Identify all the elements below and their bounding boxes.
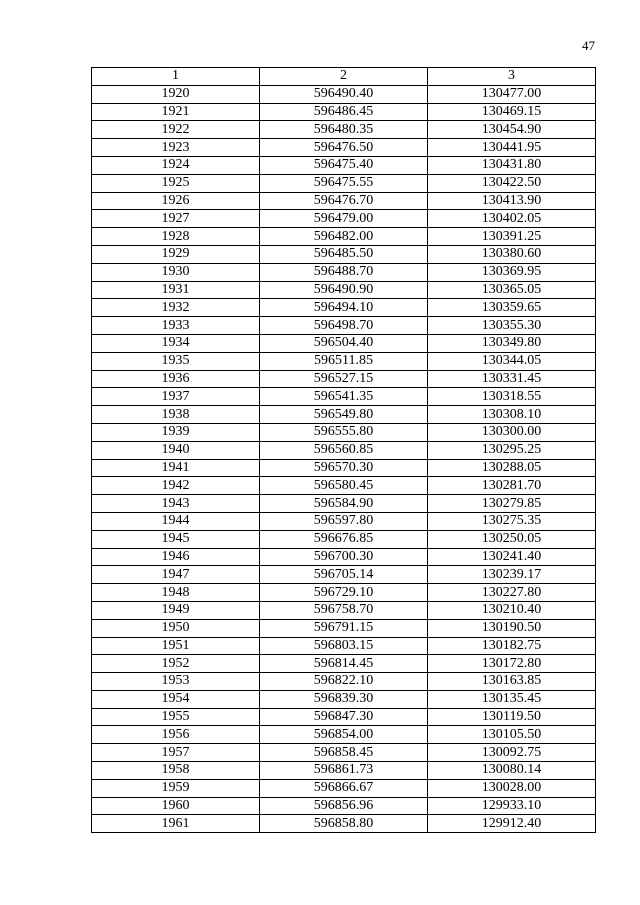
cell-y-coordinate: 130288.05 bbox=[428, 459, 596, 477]
cell-y-coordinate: 130441.95 bbox=[428, 139, 596, 157]
table-row bbox=[92, 690, 596, 708]
cell-point-number: 1936 bbox=[92, 370, 260, 388]
cell-y-coordinate: 130454.90 bbox=[428, 121, 596, 139]
table-row bbox=[92, 263, 596, 281]
cell-y-coordinate: 130300.00 bbox=[428, 423, 596, 441]
cell-x-coordinate: 596479.00 bbox=[260, 210, 428, 228]
cell-x-coordinate: 596490.90 bbox=[260, 281, 428, 299]
cell-x-coordinate: 596758.70 bbox=[260, 601, 428, 619]
cell-y-coordinate: 130119.50 bbox=[428, 708, 596, 726]
cell-point-number: 1947 bbox=[92, 566, 260, 584]
cell-y-coordinate: 130359.65 bbox=[428, 299, 596, 317]
table-row bbox=[92, 352, 596, 370]
table-row bbox=[92, 708, 596, 726]
cell-point-number: 1940 bbox=[92, 441, 260, 459]
cell-point-number: 1956 bbox=[92, 726, 260, 744]
cell-x-coordinate: 596555.80 bbox=[260, 423, 428, 441]
cell-x-coordinate: 596847.30 bbox=[260, 708, 428, 726]
cell-x-coordinate: 596700.30 bbox=[260, 548, 428, 566]
cell-y-coordinate: 130080.14 bbox=[428, 762, 596, 780]
table-row bbox=[92, 815, 596, 833]
cell-point-number: 1924 bbox=[92, 156, 260, 174]
table-row bbox=[92, 245, 596, 263]
cell-y-coordinate: 130331.45 bbox=[428, 370, 596, 388]
cell-y-coordinate: 129912.40 bbox=[428, 815, 596, 833]
cell-x-coordinate: 596861.73 bbox=[260, 762, 428, 780]
cell-point-number: 1921 bbox=[92, 103, 260, 121]
table-row bbox=[92, 726, 596, 744]
cell-y-coordinate: 130279.85 bbox=[428, 495, 596, 513]
table-row bbox=[92, 299, 596, 317]
table-body bbox=[92, 85, 596, 832]
cell-point-number: 1931 bbox=[92, 281, 260, 299]
cell-point-number: 1957 bbox=[92, 744, 260, 762]
cell-y-coordinate: 130469.15 bbox=[428, 103, 596, 121]
cell-point-number: 1932 bbox=[92, 299, 260, 317]
cell-point-number: 1922 bbox=[92, 121, 260, 139]
cell-point-number: 1939 bbox=[92, 423, 260, 441]
cell-y-coordinate: 130028.00 bbox=[428, 779, 596, 797]
table-row bbox=[92, 673, 596, 691]
cell-point-number: 1941 bbox=[92, 459, 260, 477]
cell-x-coordinate: 596560.85 bbox=[260, 441, 428, 459]
cell-x-coordinate: 596705.14 bbox=[260, 566, 428, 584]
table-row bbox=[92, 495, 596, 513]
table-row bbox=[92, 192, 596, 210]
cell-x-coordinate: 596580.45 bbox=[260, 477, 428, 495]
table-header-row bbox=[92, 68, 596, 86]
cell-x-coordinate: 596814.45 bbox=[260, 655, 428, 673]
cell-point-number: 1948 bbox=[92, 584, 260, 602]
table-row bbox=[92, 441, 596, 459]
table-row bbox=[92, 156, 596, 174]
cell-y-coordinate: 130477.00 bbox=[428, 85, 596, 103]
cell-x-coordinate: 596854.00 bbox=[260, 726, 428, 744]
table-row bbox=[92, 762, 596, 780]
cell-y-coordinate: 130210.40 bbox=[428, 601, 596, 619]
cell-point-number: 1946 bbox=[92, 548, 260, 566]
cell-y-coordinate: 130281.70 bbox=[428, 477, 596, 495]
cell-x-coordinate: 596803.15 bbox=[260, 637, 428, 655]
table-row bbox=[92, 228, 596, 246]
cell-x-coordinate: 596822.10 bbox=[260, 673, 428, 691]
table-row bbox=[92, 779, 596, 797]
cell-x-coordinate: 596791.15 bbox=[260, 619, 428, 637]
table-row bbox=[92, 797, 596, 815]
cell-x-coordinate: 596475.55 bbox=[260, 174, 428, 192]
cell-point-number: 1926 bbox=[92, 192, 260, 210]
cell-y-coordinate: 130355.30 bbox=[428, 317, 596, 335]
cell-x-coordinate: 596490.40 bbox=[260, 85, 428, 103]
cell-point-number: 1923 bbox=[92, 139, 260, 157]
cell-y-coordinate: 130172.80 bbox=[428, 655, 596, 673]
cell-point-number: 1951 bbox=[92, 637, 260, 655]
cell-x-coordinate: 596858.80 bbox=[260, 815, 428, 833]
cell-x-coordinate: 596476.70 bbox=[260, 192, 428, 210]
cell-x-coordinate: 596866.67 bbox=[260, 779, 428, 797]
table-row bbox=[92, 388, 596, 406]
cell-y-coordinate: 130295.25 bbox=[428, 441, 596, 459]
table-row bbox=[92, 744, 596, 762]
cell-point-number: 1959 bbox=[92, 779, 260, 797]
table-row bbox=[92, 548, 596, 566]
cell-y-coordinate: 130308.10 bbox=[428, 406, 596, 424]
cell-x-coordinate: 596856.96 bbox=[260, 797, 428, 815]
table-row bbox=[92, 406, 596, 424]
cell-y-coordinate: 130190.50 bbox=[428, 619, 596, 637]
cell-point-number: 1937 bbox=[92, 388, 260, 406]
column-header-y: 3 bbox=[428, 68, 596, 86]
table-row bbox=[92, 619, 596, 637]
table-row bbox=[92, 477, 596, 495]
table-row bbox=[92, 85, 596, 103]
cell-y-coordinate: 130227.80 bbox=[428, 584, 596, 602]
table-row bbox=[92, 584, 596, 602]
cell-point-number: 1952 bbox=[92, 655, 260, 673]
table-row bbox=[92, 512, 596, 530]
cell-point-number: 1949 bbox=[92, 601, 260, 619]
cell-y-coordinate: 130431.80 bbox=[428, 156, 596, 174]
coordinates-table bbox=[91, 67, 596, 833]
cell-y-coordinate: 129933.10 bbox=[428, 797, 596, 815]
cell-x-coordinate: 596527.15 bbox=[260, 370, 428, 388]
cell-point-number: 1942 bbox=[92, 477, 260, 495]
cell-point-number: 1955 bbox=[92, 708, 260, 726]
cell-y-coordinate: 130250.05 bbox=[428, 530, 596, 548]
cell-y-coordinate: 130402.05 bbox=[428, 210, 596, 228]
cell-x-coordinate: 596858.45 bbox=[260, 744, 428, 762]
table-row bbox=[92, 637, 596, 655]
cell-y-coordinate: 130135.45 bbox=[428, 690, 596, 708]
table-row bbox=[92, 210, 596, 228]
cell-point-number: 1943 bbox=[92, 495, 260, 513]
table-row bbox=[92, 370, 596, 388]
cell-x-coordinate: 596676.85 bbox=[260, 530, 428, 548]
cell-y-coordinate: 130105.50 bbox=[428, 726, 596, 744]
cell-x-coordinate: 596597.80 bbox=[260, 512, 428, 530]
cell-x-coordinate: 596549.80 bbox=[260, 406, 428, 424]
cell-x-coordinate: 596498.70 bbox=[260, 317, 428, 335]
cell-x-coordinate: 596475.40 bbox=[260, 156, 428, 174]
cell-y-coordinate: 130344.05 bbox=[428, 352, 596, 370]
cell-y-coordinate: 130391.25 bbox=[428, 228, 596, 246]
cell-point-number: 1925 bbox=[92, 174, 260, 192]
cell-y-coordinate: 130380.60 bbox=[428, 245, 596, 263]
cell-point-number: 1960 bbox=[92, 797, 260, 815]
cell-x-coordinate: 596584.90 bbox=[260, 495, 428, 513]
cell-y-coordinate: 130163.85 bbox=[428, 673, 596, 691]
table-row bbox=[92, 423, 596, 441]
table-row bbox=[92, 121, 596, 139]
cell-point-number: 1933 bbox=[92, 317, 260, 335]
cell-x-coordinate: 596476.50 bbox=[260, 139, 428, 157]
cell-y-coordinate: 130092.75 bbox=[428, 744, 596, 762]
cell-point-number: 1927 bbox=[92, 210, 260, 228]
cell-x-coordinate: 596482.00 bbox=[260, 228, 428, 246]
cell-point-number: 1929 bbox=[92, 245, 260, 263]
cell-point-number: 1954 bbox=[92, 690, 260, 708]
cell-point-number: 1930 bbox=[92, 263, 260, 281]
cell-point-number: 1934 bbox=[92, 334, 260, 352]
cell-point-number: 1961 bbox=[92, 815, 260, 833]
cell-y-coordinate: 130241.40 bbox=[428, 548, 596, 566]
cell-y-coordinate: 130318.55 bbox=[428, 388, 596, 406]
cell-point-number: 1920 bbox=[92, 85, 260, 103]
cell-point-number: 1944 bbox=[92, 512, 260, 530]
table-row bbox=[92, 655, 596, 673]
cell-x-coordinate: 596570.30 bbox=[260, 459, 428, 477]
cell-point-number: 1938 bbox=[92, 406, 260, 424]
table-row bbox=[92, 281, 596, 299]
cell-x-coordinate: 596504.40 bbox=[260, 334, 428, 352]
column-header-x: 2 bbox=[260, 68, 428, 86]
cell-x-coordinate: 596511.85 bbox=[260, 352, 428, 370]
cell-y-coordinate: 130422.50 bbox=[428, 174, 596, 192]
table-row bbox=[92, 459, 596, 477]
cell-y-coordinate: 130413.90 bbox=[428, 192, 596, 210]
table-row bbox=[92, 566, 596, 584]
cell-point-number: 1958 bbox=[92, 762, 260, 780]
cell-x-coordinate: 596486.45 bbox=[260, 103, 428, 121]
cell-x-coordinate: 596480.35 bbox=[260, 121, 428, 139]
cell-x-coordinate: 596488.70 bbox=[260, 263, 428, 281]
cell-point-number: 1935 bbox=[92, 352, 260, 370]
cell-point-number: 1945 bbox=[92, 530, 260, 548]
page-number: 47 bbox=[582, 38, 595, 53]
table-row bbox=[92, 334, 596, 352]
table-row bbox=[92, 174, 596, 192]
cell-y-coordinate: 130182.75 bbox=[428, 637, 596, 655]
cell-x-coordinate: 596485.50 bbox=[260, 245, 428, 263]
cell-x-coordinate: 596729.10 bbox=[260, 584, 428, 602]
table-row bbox=[92, 317, 596, 335]
table-row bbox=[92, 139, 596, 157]
cell-x-coordinate: 596494.10 bbox=[260, 299, 428, 317]
cell-point-number: 1950 bbox=[92, 619, 260, 637]
table-row bbox=[92, 103, 596, 121]
cell-x-coordinate: 596541.35 bbox=[260, 388, 428, 406]
cell-y-coordinate: 130239.17 bbox=[428, 566, 596, 584]
table-row bbox=[92, 601, 596, 619]
cell-y-coordinate: 130369.95 bbox=[428, 263, 596, 281]
table-row bbox=[92, 530, 596, 548]
cell-point-number: 1953 bbox=[92, 673, 260, 691]
column-header-point: 1 bbox=[92, 68, 260, 86]
cell-point-number: 1928 bbox=[92, 228, 260, 246]
cell-y-coordinate: 130275.35 bbox=[428, 512, 596, 530]
cell-y-coordinate: 130349.80 bbox=[428, 334, 596, 352]
cell-y-coordinate: 130365.05 bbox=[428, 281, 596, 299]
cell-x-coordinate: 596839.30 bbox=[260, 690, 428, 708]
